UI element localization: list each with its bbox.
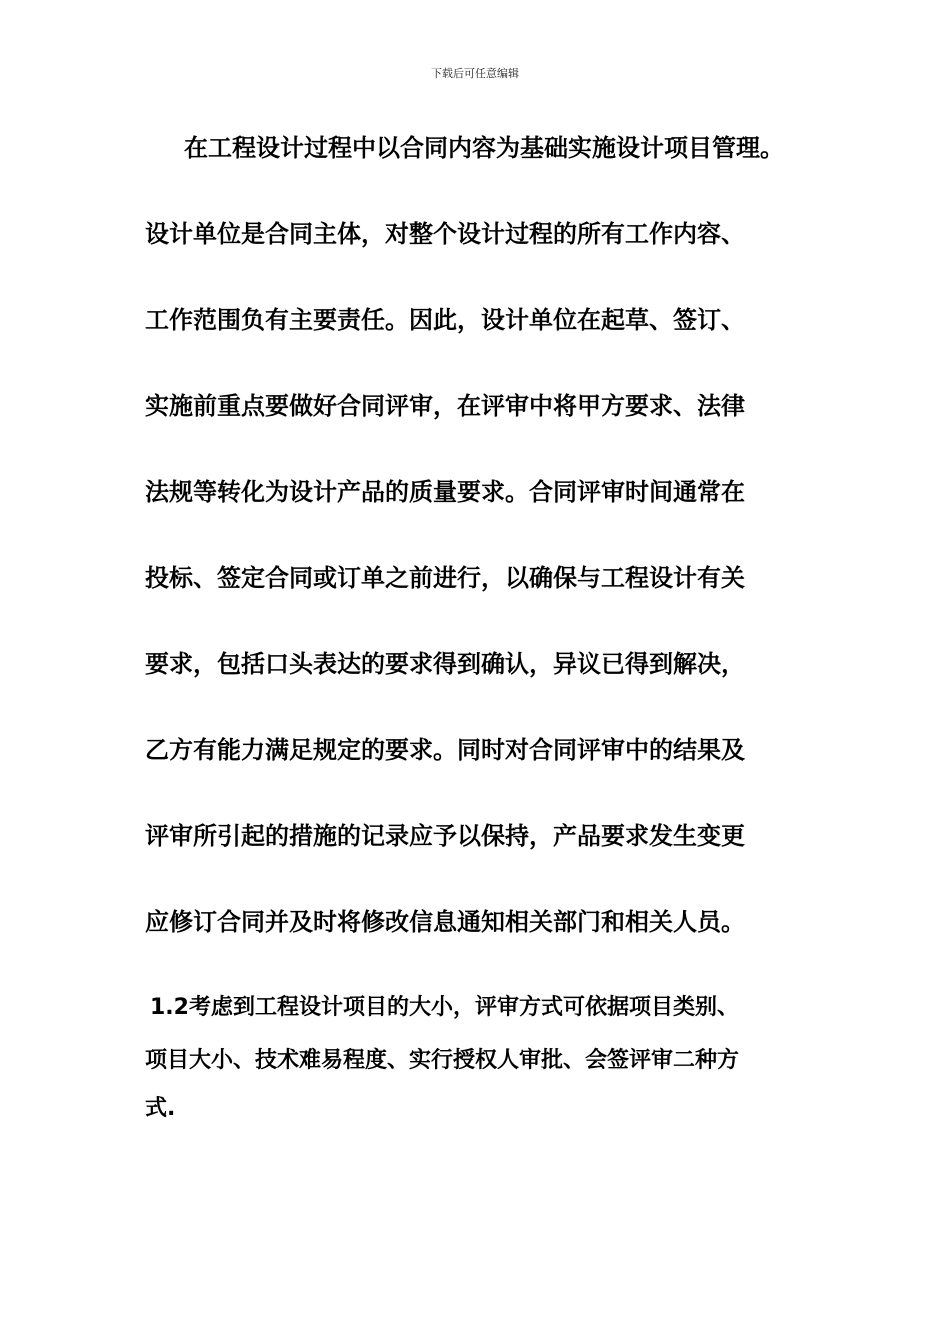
paragraph-line: 实施前重点要做好合同评审，在评审中将甲方要求、法律 [145,392,745,420]
paragraph-line: 工作范围负有主要责任。因此，设计单位在起草、签订、 [145,306,745,334]
header-note: 下载后可任意编辑 [431,67,519,80]
paragraph-line: 法规等转化为设计产品的质量要求。合同评审时间通常在 [145,478,745,506]
section-line: 项目大小、技术难易程度、实行授权人审批、会签评审二种方 [145,1048,740,1073]
section-line: 1.2考虑到工程设计项目的大小，评审方式可依据项目类别、 [150,995,739,1020]
paragraph-line: 要求，包括口头表达的要求得到确认，异议已得到解决， [145,650,745,678]
paragraph-line: 投标、签定合同或订单之前进行，以确保与工程设计有关 [145,564,745,592]
paragraph-line: 设计单位是合同主体，对整个设计过程的所有工作内容、 [145,220,745,248]
section-line: 式. [145,1096,176,1121]
paragraph-line: 乙方有能力满足规定的要求。同时对合同评审中的结果及 [145,736,745,764]
paragraph-line: 评审所引起的措施的记录应予以保持，产品要求发生变更 [145,822,745,850]
paragraph-line: 应修订合同并及时将修改信息通知相关部门和相关人员。 [145,908,745,936]
paragraph-line: 在工程设计过程中以合同内容为基础实施设计项目管理。 [184,134,784,162]
